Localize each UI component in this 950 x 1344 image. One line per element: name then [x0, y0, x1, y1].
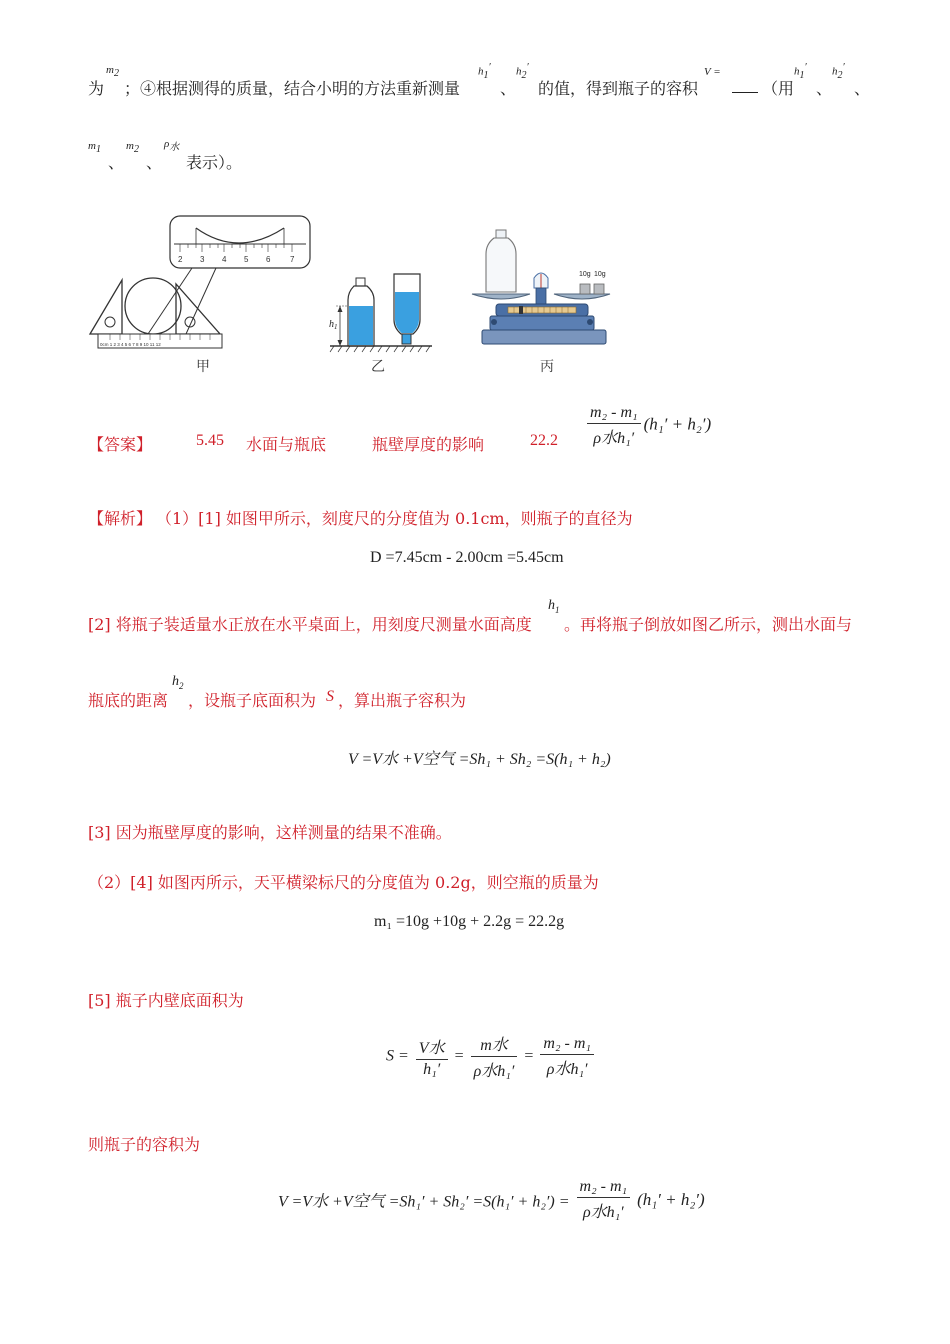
answer-5-formula: [584, 404, 711, 448]
equation-diameter: D =7.45cm - 2.00cm =5.45cm: [370, 549, 564, 566]
text-sep-4: 、: [108, 153, 125, 172]
weight-label-2: 10g: [594, 271, 606, 278]
answer-2: 水面与瓶底: [246, 435, 327, 454]
text-yong: （用: [762, 79, 795, 98]
var-h2-inline: $h_2$: [172, 674, 184, 691]
equation-area: S = $\frac{\text{V水}}{\text{h₁′}}$ = $\frac{\text{m水}}{\text{ρ水h₁′}}$ = $\frac{\text{m₂ - m₁}}{\text{ρ水h₁′}}$: [386, 1032, 597, 1081]
weight-label-1: 10g: [579, 271, 591, 278]
var-h1-prime: $h_1'$: [478, 62, 491, 81]
equation-volume-1: V =V水 +V空气 =Sh₁ + Sh₂ =S(h₁ + h₂): [348, 751, 611, 768]
analysis-p6: [5] 瓶子内壁底面积为: [88, 991, 244, 1010]
var-h2-prime: $h_2'$: [516, 62, 529, 81]
analysis-p1: （1）[1] 如图甲所示，刻度尺的分度值为 0.1cm，则瓶子的直径为: [156, 509, 633, 528]
right-pan: [554, 294, 610, 299]
var-m2: $m_2$: [106, 64, 119, 80]
var-m2-b: $m_2$: [126, 140, 139, 156]
text-get-volume: 的值，得到瓶子的容积: [538, 79, 699, 98]
left-pan: [472, 294, 530, 299]
analysis-p3b: ，设瓶子底面积为: [188, 691, 317, 710]
answer-blank: [732, 78, 758, 93]
answer-formula-numerator: m₂ - m₁: [587, 404, 641, 424]
h1-label: $h_1$: [329, 319, 338, 331]
text-sep-3: 、: [854, 79, 871, 98]
var-m1: $m_1$: [88, 140, 101, 156]
answer-1: 5.45: [196, 432, 224, 449]
equation-volume-final: V =V水 +V空气 =Sh₁′ + Sh₂′ =S(h₁′ + h₂′) = $\frac{\text{m₂ - m₁}}{\text{ρ水h₁′}}$ (h₁′ + h₂′): [278, 1178, 705, 1221]
analysis-p2a: [2] 将瓶子装适量水正放在水平桌面上，用刻度尺测量水面高度: [88, 615, 532, 634]
ruler-tick-3: 3: [200, 255, 205, 264]
var-rho-water: $\rho_水$: [164, 138, 180, 154]
var-V-eq: V =: [704, 66, 721, 78]
ruler-tick-6: 6: [266, 255, 271, 264]
text-step4: ；④根据测得的质量，结合小明的方法重新测量: [124, 79, 461, 98]
ruler-tick-5: 5: [244, 255, 249, 264]
weight-10g-2: [594, 284, 604, 294]
question-line-1: [88, 62, 878, 102]
magnifier-callout: [170, 216, 310, 268]
empty-bottle: [486, 238, 516, 292]
analysis-p4: [3] 因为瓶壁厚度的影响，这样测量的结果不准确。: [88, 823, 452, 842]
balance-body: [490, 316, 594, 330]
text-wei: 为: [88, 79, 105, 98]
analysis-p3a: 瓶底的距离: [88, 691, 169, 710]
answer-formula-tail: (h₁′ + h₂′): [643, 414, 712, 434]
var-h2-prime-2: $h_2'$: [832, 62, 845, 81]
text-sep-2: 、: [816, 79, 833, 98]
weight-10g-1: [580, 284, 590, 294]
var-h1-inline: $h_1$: [548, 598, 560, 615]
var-h1-prime-2: $h_1'$: [794, 62, 807, 81]
set-square-left: [90, 280, 122, 334]
analysis-p5: （2）[4] 如图丙所示，天平横梁标尺的分度值为 0.2g，则空瓶的质量为: [88, 873, 599, 892]
var-S: S: [326, 688, 334, 705]
answer-tag: 【答案】: [88, 435, 153, 454]
rider: [519, 306, 523, 314]
figure-yi: [328, 268, 434, 354]
ruler-tick-2: 2: [178, 255, 183, 264]
caption-yi: 乙: [371, 359, 385, 375]
beam-scale: [508, 307, 576, 313]
equation-mass: m₁ =10g +10g + 2.2g = 22.2g: [374, 913, 565, 930]
ruler-tick-7: 7: [290, 255, 295, 264]
text-sep-5: 、: [146, 153, 163, 172]
analysis-tag: 【解析】: [88, 509, 153, 528]
question-line-2: [88, 138, 388, 172]
answer-3: 瓶壁厚度的影响: [372, 435, 485, 454]
ruler-tick-4: 4: [222, 255, 227, 264]
text-sep-1: 、: [500, 79, 517, 98]
analysis-p2b: 。再将瓶子倒放如图乙所示，测出水面与: [564, 615, 853, 634]
water-upright: [349, 306, 373, 345]
balance-base: [482, 330, 606, 344]
analysis-p3c: ，算出瓶子容积为: [338, 691, 467, 710]
figure-bing: [468, 228, 612, 350]
figure-jia: [88, 210, 328, 350]
answer-formula-denominator: ρ水h₁′: [593, 430, 635, 447]
base-ruler-label: 0cm 1 2 3 4 5 6 7 8 9 10 11 12: [100, 342, 161, 347]
water-inverted: [395, 292, 419, 333]
set-square-right: [176, 284, 220, 334]
text-represent: 表示）。: [186, 153, 243, 172]
caption-jia: 甲: [196, 359, 210, 375]
answer-4: 22.2: [530, 432, 558, 449]
caption-bing: 丙: [540, 359, 554, 375]
analysis-p7: 则瓶子的容积为: [88, 1135, 201, 1154]
